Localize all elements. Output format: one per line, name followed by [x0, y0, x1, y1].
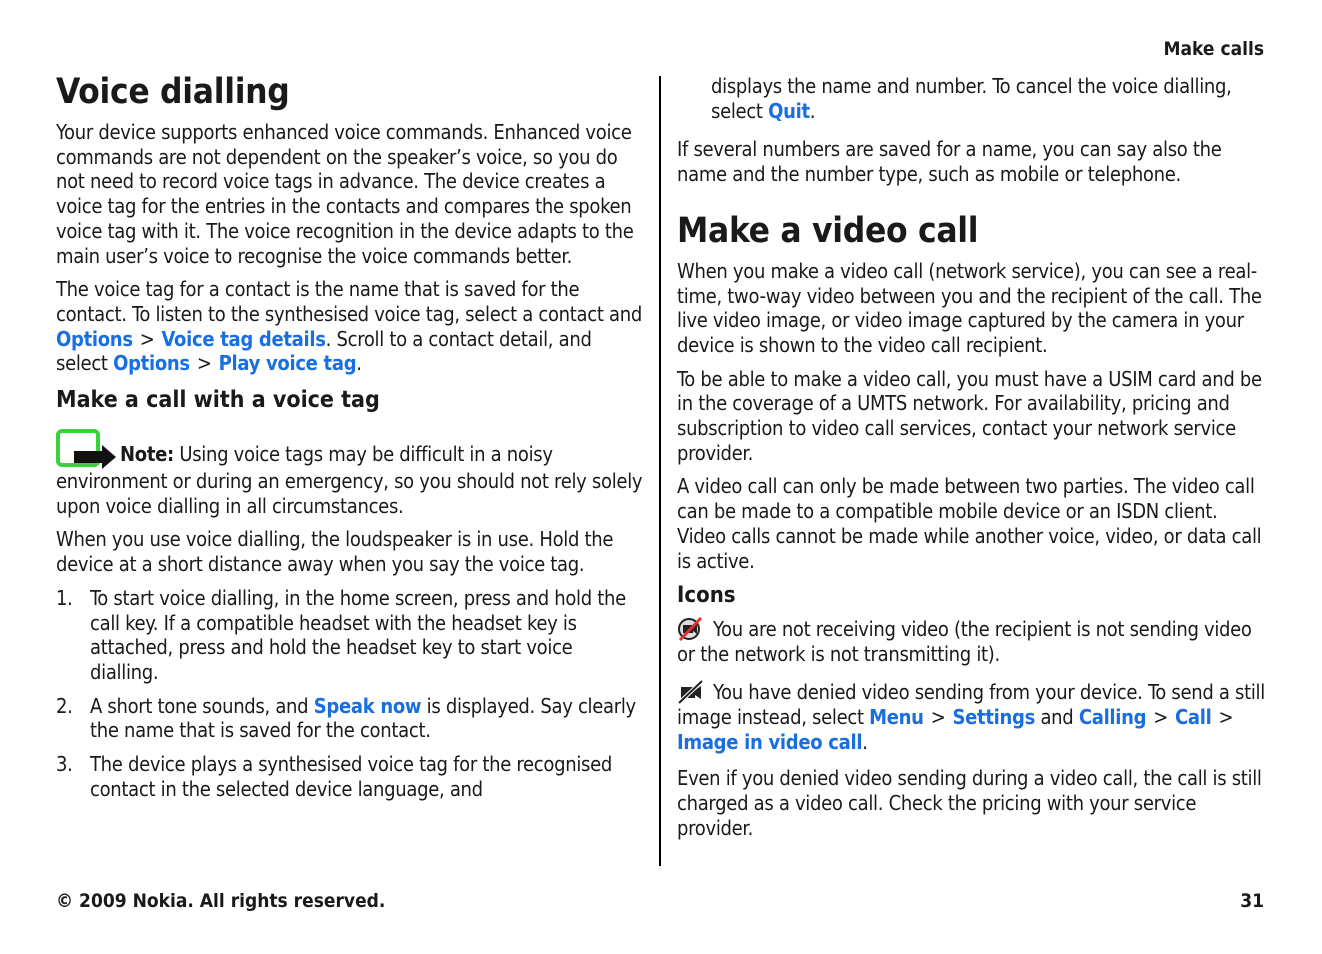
icon-description-denied — [677, 679, 1267, 754]
link-options-2[interactable]: Options — [113, 351, 190, 376]
step-text: To start voice dialling, in the home screen, press and hold the call key. If a compatible headset with the headset key is attached, press and hold the headset key to start voice dialling. — [90, 585, 626, 684]
text: The voice tag for a contact is the name that is saved for the contact. To listen to the synthesised voice tag, select a contact and — [56, 277, 642, 326]
note-icon — [56, 429, 118, 469]
link-play-voice-tag[interactable]: Play voice tag — [218, 351, 357, 376]
list-item — [56, 694, 646, 743]
text: . — [356, 351, 362, 376]
video-sending-denied-icon — [677, 679, 705, 705]
paragraph-voice-tag — [56, 277, 646, 376]
link-call[interactable]: Call — [1175, 704, 1212, 729]
link-menu[interactable]: Menu — [869, 704, 924, 729]
list-item — [56, 752, 646, 801]
icon-text: You have denied video sending from your device. To send a still image instead, select — [677, 679, 1265, 729]
right-column — [677, 74, 1267, 849]
step-number: 2. — [56, 693, 73, 718]
video-not-received-icon — [677, 616, 705, 642]
text: displays the name and number. To cancel the voice dialling, select — [711, 74, 1232, 123]
link-settings[interactable]: Settings — [952, 704, 1036, 729]
note-label: Note: — [120, 442, 174, 467]
note-paragraph — [56, 429, 646, 518]
text: . Scroll to a contact detail, and select — [56, 326, 592, 376]
subsection-title-voice-tag-call: Make a call with a voice tag — [56, 387, 380, 414]
paragraph-voice-commands: Your device supports enhanced voice commands. Enhanced voice commands are not dependent on the speaker’s voice, so you do not need to record voice tags in advance. The device creates a voice tag for the entries in the contacts and compares the spoken voice tag with it. The voice recognition in the device adapts to the main user’s voice to recognise the voice commands better. — [56, 120, 634, 268]
text: and — [1040, 704, 1074, 729]
link-quit[interactable]: Quit — [768, 98, 810, 123]
paragraph-usim: To be able to make a video call, you must have a USIM card and be in the coverage of a UMTS network. For availability, pricing and subscription to video call services, contact your network service provider. — [677, 366, 1262, 465]
separator: > — [1218, 704, 1234, 729]
paragraph-two-parties: A video call can only be made between two parties. The video call can be made to a compatible mobile device or an ISDN client. Video calls cannot be made while another voice, video, or data call is active. — [677, 474, 1262, 573]
paragraph-loudspeaker: When you use voice dialling, the loudspeaker is in use. Hold the device at a short distance away when you say the voice tag. — [56, 527, 614, 577]
page-number: 31 — [1240, 890, 1264, 912]
left-column — [56, 70, 646, 810]
paragraph-video-call-intro: When you make a video call (network service), you can see a real-time, two-way video between you and the recipient of the call. The live video image, or video image captured by the camera in your device is shown to the video call recipient. — [677, 258, 1262, 357]
link-voice-tag-details[interactable]: Voice tag details — [161, 326, 326, 351]
page-header: Make calls — [1163, 38, 1264, 60]
section-title-video-call: Make a video call — [677, 210, 979, 251]
icon-description-not-receiving — [677, 616, 1267, 667]
step-number: 1. — [56, 585, 73, 610]
footer-copyright: © 2009 Nokia. All rights reserved. — [56, 890, 386, 912]
column-divider — [659, 76, 661, 866]
step-text: The device plays a synthesised voice tag for the recognised contact in the selected device language, and — [90, 752, 613, 801]
note-text: Using voice tags may be difficult in a noisy environment or during an emergency, so you should not rely solely upon voice dialling in all circumstances. — [56, 442, 643, 518]
separator: > — [139, 326, 155, 351]
step-text: A short tone sounds, and — [90, 693, 309, 718]
paragraph-charged: Even if you denied video sending during a video call, the call is still charged as a video call. Check the pricing with your service provider. — [677, 766, 1262, 840]
steps-list — [56, 586, 646, 802]
section-title-voice-dialling: Voice dialling — [56, 72, 290, 112]
link-image-in-video-call[interactable]: Image in video call — [677, 729, 863, 754]
paragraph-several-numbers: If several numbers are saved for a name, you can say also the name and the number type, such as mobile or telephone. — [677, 137, 1222, 187]
step-3-continued — [677, 74, 1267, 123]
text: . — [809, 98, 816, 123]
list-item — [56, 586, 646, 685]
text: . — [862, 729, 868, 754]
link-speak-now[interactable]: Speak now — [313, 693, 422, 718]
icon-text: You are not receiving video (the recipient is not sending video or the network is not transmitting it). — [677, 617, 1252, 667]
link-options[interactable]: Options — [56, 326, 133, 351]
separator: > — [1153, 704, 1169, 729]
step-text: is displayed. Say clearly the name that is saved for the contact. — [90, 693, 636, 743]
separator: > — [196, 351, 212, 376]
link-calling[interactable]: Calling — [1078, 704, 1147, 729]
subsection-title-icons: Icons — [677, 583, 736, 609]
step-number: 3. — [56, 752, 73, 777]
separator: > — [930, 704, 946, 729]
